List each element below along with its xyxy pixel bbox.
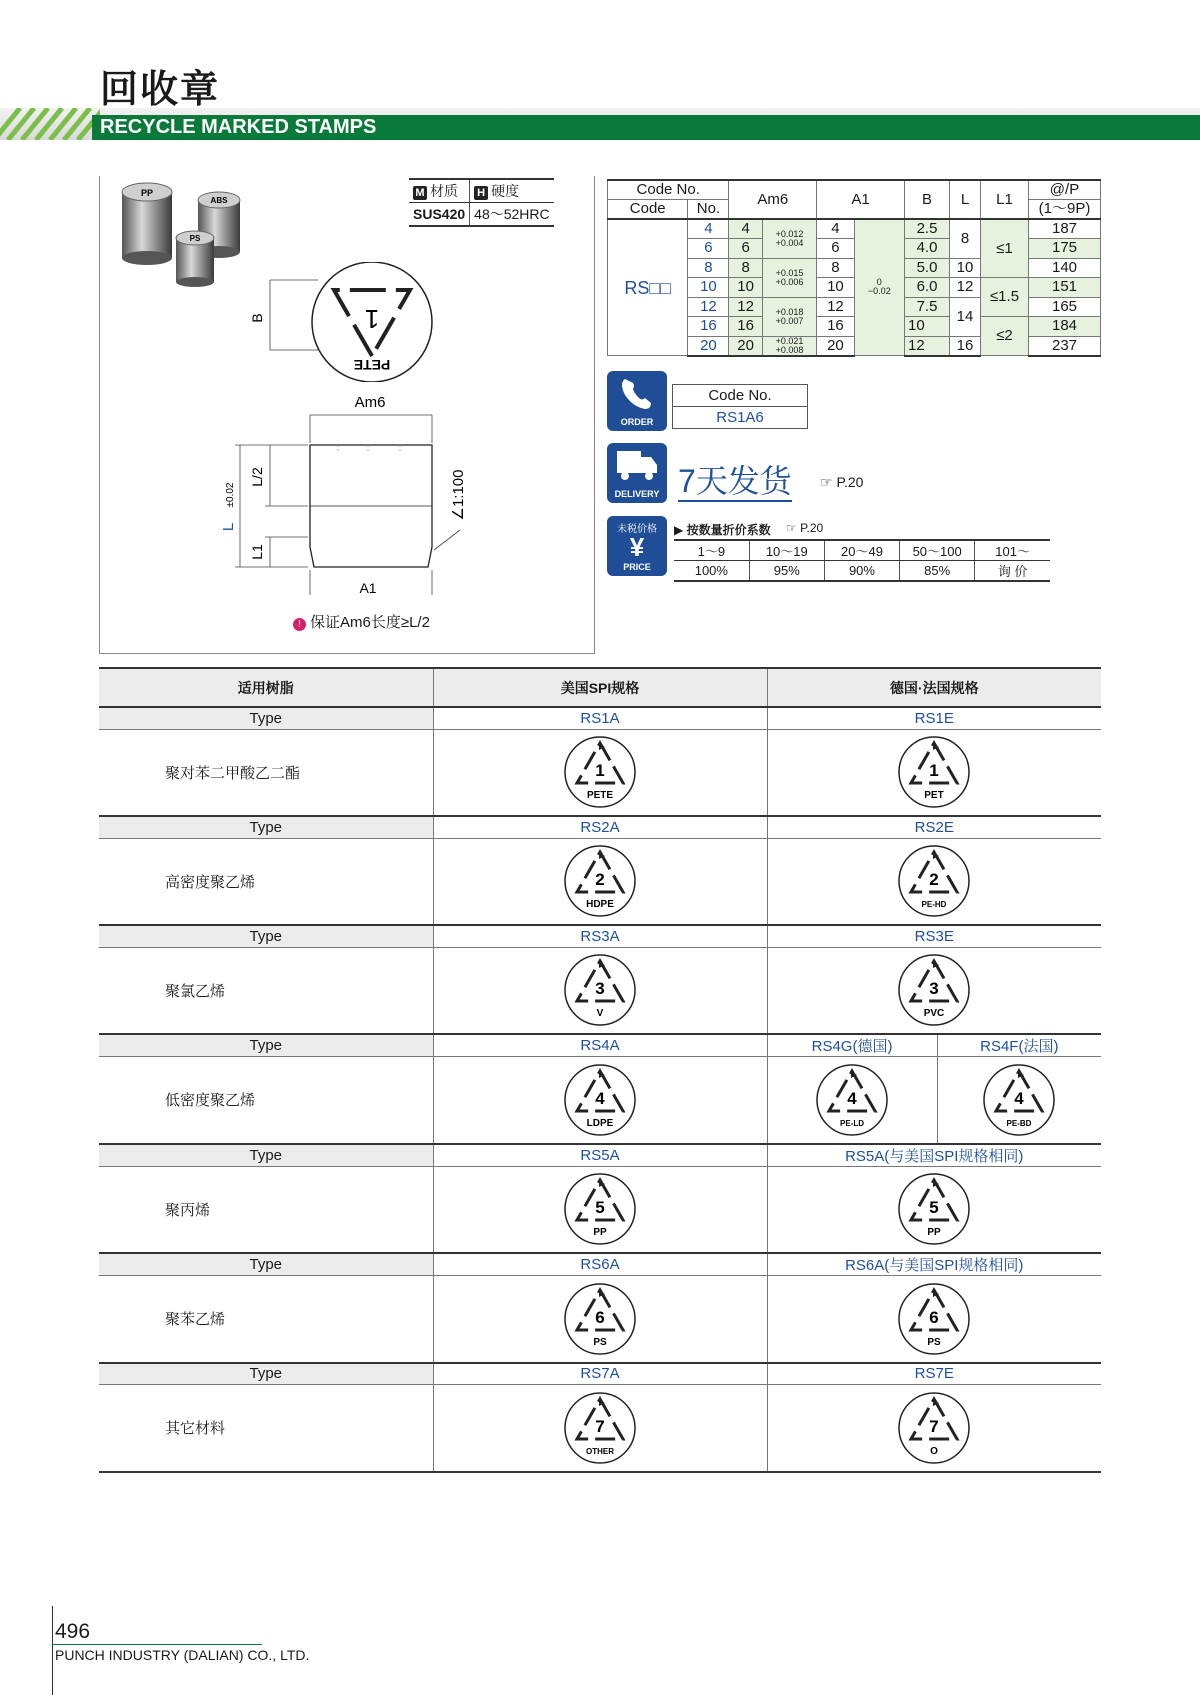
symbol-row <box>99 1276 1101 1363</box>
eu-symbol-cell <box>767 1057 937 1144</box>
h-price2: (1～9P) <box>1029 200 1101 220</box>
svg-text:7: 7 <box>595 1416 605 1436</box>
us-symbol-cell <box>433 1166 767 1253</box>
resin-name: 聚丙烯 <box>99 1166 433 1253</box>
svg-text:6: 6 <box>929 1307 939 1327</box>
h-l: L <box>950 180 981 219</box>
us-type-code: RS3A <box>433 925 767 947</box>
svg-text:2: 2 <box>595 870 605 890</box>
svg-text:PS: PS <box>927 1336 941 1348</box>
order-code: RS1A6 <box>673 407 808 429</box>
symbol-row <box>99 729 1101 816</box>
type-row <box>99 925 1101 947</box>
eu-symbol-cell <box>767 838 1101 925</box>
recycle-symbol-icon <box>897 1282 971 1356</box>
resin-name: 聚对苯二甲酸乙二酯 <box>99 729 433 816</box>
svg-text:PET: PET <box>924 790 944 802</box>
order-code-box <box>672 384 808 429</box>
recycle-symbol-icon <box>815 1063 889 1137</box>
delivery-icon: DELIVERY <box>607 443 667 503</box>
resin-name: 聚氯乙烯 <box>99 947 433 1034</box>
eu-type-code: RS5A(与美国SPI规格相同) <box>767 1144 1101 1167</box>
material-label: 材质 <box>430 183 458 199</box>
svg-text:PETE: PETE <box>586 790 614 802</box>
symbol-row <box>99 838 1101 925</box>
recycle-symbol-icon <box>897 844 971 918</box>
code-value: RS□□ <box>608 219 688 356</box>
footer-line <box>52 1606 53 1695</box>
info-icon: ! <box>293 618 306 631</box>
us-symbol-cell <box>433 729 767 816</box>
type-label: Type <box>99 1144 433 1167</box>
type-row <box>99 1363 1101 1385</box>
eu-type-code: RS2E <box>767 816 1101 838</box>
page-title: 回收章 <box>100 69 221 111</box>
recycle-symbol-icon <box>897 735 971 809</box>
svg-text:1: 1 <box>595 761 605 781</box>
h-code: Code <box>608 200 688 220</box>
type-row <box>99 1253 1101 1276</box>
svg-text:5: 5 <box>929 1198 939 1218</box>
type-label: Type <box>99 1253 433 1276</box>
h-price: @/P <box>1029 180 1101 200</box>
hardness-icon: H <box>474 186 488 200</box>
svg-text:V: V <box>596 1008 604 1020</box>
us-symbol-cell <box>433 1057 767 1144</box>
recycle-symbol-icon <box>897 1391 971 1465</box>
length-note <box>293 611 430 632</box>
h-a1: A1 <box>817 180 905 219</box>
company-name: PUNCH INDUSTRY (DALIAN) CO., LTD. <box>55 1647 310 1663</box>
svg-text:PP: PP <box>927 1227 941 1239</box>
h-no: No. <box>688 200 729 220</box>
svg-text:PS: PS <box>593 1336 607 1348</box>
note-text: 保证Am6长度≥L/2 <box>310 614 430 631</box>
recycle-symbol-icon <box>563 735 637 809</box>
type-label: Type <box>99 1034 433 1057</box>
svg-text:PP: PP <box>593 1227 607 1239</box>
dim-l-tol: ±0.02 <box>225 482 236 508</box>
svg-text:4: 4 <box>595 1088 605 1108</box>
type-row <box>99 707 1101 729</box>
svg-text:5: 5 <box>595 1198 605 1218</box>
type-row <box>99 1144 1101 1167</box>
recycle-symbol-icon <box>563 844 637 918</box>
resin-table <box>99 667 1101 1473</box>
type-label: Type <box>99 925 433 947</box>
stripe-decoration <box>0 108 100 140</box>
h-us: 美国SPI规格 <box>433 668 767 707</box>
recycle-symbol-icon <box>563 1063 637 1137</box>
photo-label-ps: PS <box>189 234 201 243</box>
dim-a1: A1 <box>359 580 377 595</box>
eu-type-code: RS3E <box>767 925 1101 947</box>
delivery-text: 7天发货 <box>678 462 792 502</box>
svg-text:PVC: PVC <box>923 1008 945 1020</box>
stamp-number: 1 <box>364 304 380 334</box>
order-header: Code No. <box>673 385 808 407</box>
symbol-row <box>99 1166 1101 1253</box>
svg-text:2: 2 <box>929 870 939 890</box>
stamp-top-view <box>240 262 440 382</box>
recycle-symbol-icon <box>982 1063 1056 1137</box>
us-symbol-cell <box>433 1385 767 1472</box>
stamp-side-view <box>210 395 490 595</box>
svg-text:PE-LD: PE-LD <box>840 1118 865 1128</box>
material-icon: M <box>413 186 427 200</box>
us-type-code: RS2A <box>433 816 767 838</box>
h-codeno: Code No. <box>608 180 729 200</box>
eu-type-code: RS4G(德国) <box>767 1034 937 1057</box>
symbol-row <box>99 1057 1101 1144</box>
svg-text:4: 4 <box>1014 1088 1025 1108</box>
us-symbol-cell <box>433 1276 767 1363</box>
recycle-symbol-icon <box>897 953 971 1027</box>
photo-label-pp: PP <box>140 188 154 198</box>
material-table <box>409 178 554 227</box>
page-subtitle: RECYCLE MARKED STAMPS <box>100 116 377 138</box>
svg-text:OTHER: OTHER <box>586 1446 614 1456</box>
resin-name: 高密度聚乙烯 <box>99 838 433 925</box>
order-icon: ORDER <box>607 371 667 431</box>
svg-text:3: 3 <box>929 979 939 999</box>
eu-type-code: RS1E <box>767 707 1101 729</box>
svg-text:PE-HD: PE-HD <box>921 900 947 910</box>
symbol-row <box>99 1385 1101 1472</box>
page-number: 496 <box>55 1620 91 1643</box>
dim-l1: L1 <box>249 544 265 560</box>
h-resin: 适用树脂 <box>99 668 433 707</box>
us-type-code: RS7A <box>433 1363 767 1385</box>
discount-label: ▶ 按数量折价系数 <box>674 523 771 537</box>
svg-text:LDPE: LDPE <box>586 1117 614 1129</box>
eu-symbol-cell <box>767 729 1101 816</box>
type-label: Type <box>99 816 433 838</box>
discount-table: 1～9 10～19 20～49 50～100 101～ 100% 95% 90% 85% 询 价 <box>674 539 1050 582</box>
us-type-code: RS4A <box>433 1034 767 1057</box>
resin-name: 聚苯乙烯 <box>99 1276 433 1363</box>
eu-symbol-cell-2 <box>937 1057 1101 1144</box>
svg-text:O: O <box>930 1445 939 1457</box>
eu-type-code: RS6A(与美国SPI规格相同) <box>767 1253 1101 1276</box>
eu-type-code-2: RS4F(法国) <box>937 1034 1101 1057</box>
svg-text:PE-BD: PE-BD <box>1006 1118 1032 1128</box>
eu-symbol-cell <box>767 947 1101 1034</box>
svg-text:1: 1 <box>929 761 939 781</box>
type-row <box>99 816 1101 838</box>
hardness-label: 硬度 <box>491 183 520 199</box>
eu-symbol-cell <box>767 1166 1101 1253</box>
symbol-row <box>99 947 1101 1034</box>
recycle-symbol-icon <box>897 1172 971 1246</box>
type-row <box>99 1034 1101 1057</box>
material-value: SUS420 <box>409 203 470 227</box>
us-type-code: RS6A <box>433 1253 767 1276</box>
footer-rule <box>52 1644 262 1645</box>
svg-text:4: 4 <box>847 1088 857 1108</box>
recycle-symbol-icon <box>563 1391 637 1465</box>
stamp-text: PETE <box>353 357 391 373</box>
h-b: B <box>905 180 950 219</box>
h-eu: 德国·法国规格 <box>767 668 1101 707</box>
us-symbol-cell <box>433 947 767 1034</box>
photo-label-abs: ABS <box>210 196 228 205</box>
type-label: Type <box>99 707 433 729</box>
us-symbol-cell <box>433 838 767 925</box>
dim-l2: L/2 <box>249 467 265 487</box>
price-ref[interactable]: ☞ P.20 <box>786 521 824 535</box>
product-photo <box>110 170 260 290</box>
dim-b: B <box>249 313 265 323</box>
svg-text:3: 3 <box>595 979 605 999</box>
dim-am6: Am6 <box>354 395 386 411</box>
h-am6: Am6 <box>729 180 817 219</box>
hardness-value: 48～52HRC <box>470 203 554 227</box>
dim-l: L <box>220 522 237 532</box>
h-l1: L1 <box>981 180 1029 219</box>
svg-text:HDPE: HDPE <box>586 899 614 911</box>
recycle-symbol-icon <box>563 953 637 1027</box>
eu-type-code: RS7E <box>767 1363 1101 1385</box>
delivery-ref[interactable]: ☞ P.20 <box>820 474 864 490</box>
eu-symbol-cell <box>767 1276 1101 1363</box>
recycle-symbol-icon <box>563 1172 637 1246</box>
us-type-code: RS5A <box>433 1144 767 1167</box>
eu-symbol-cell <box>767 1385 1101 1472</box>
recycle-symbol-icon <box>563 1282 637 1356</box>
spec-table: Code No. Am6 A1 B L L1 @/P Code No. (1～9P) RS□□ 4 4 +0.012 +0.004 4 0 −0.02 2.5 8 ≤1 187 6 6 6 4.0 175 8 8 +0.015 +0.006 8 5.0 10 140 10 10 10 6.0 12 ≤1.5 151 12 12 +0.018 +0.007 12 7.5 14 165 16 16 16 10 ≤2 184 20 20 +0.021 +0.008 20 12 16 237 <box>607 179 1101 357</box>
dim-taper: ∠1:100 <box>450 469 467 521</box>
resin-name: 其它材料 <box>99 1385 433 1472</box>
us-type-code: RS1A <box>433 707 767 729</box>
resin-name: 低密度聚乙烯 <box>99 1057 433 1144</box>
svg-text:7: 7 <box>929 1416 939 1436</box>
type-label: Type <box>99 1363 433 1385</box>
svg-text:6: 6 <box>595 1307 605 1327</box>
price-icon: 未税价格 ¥ PRICE <box>607 516 667 576</box>
